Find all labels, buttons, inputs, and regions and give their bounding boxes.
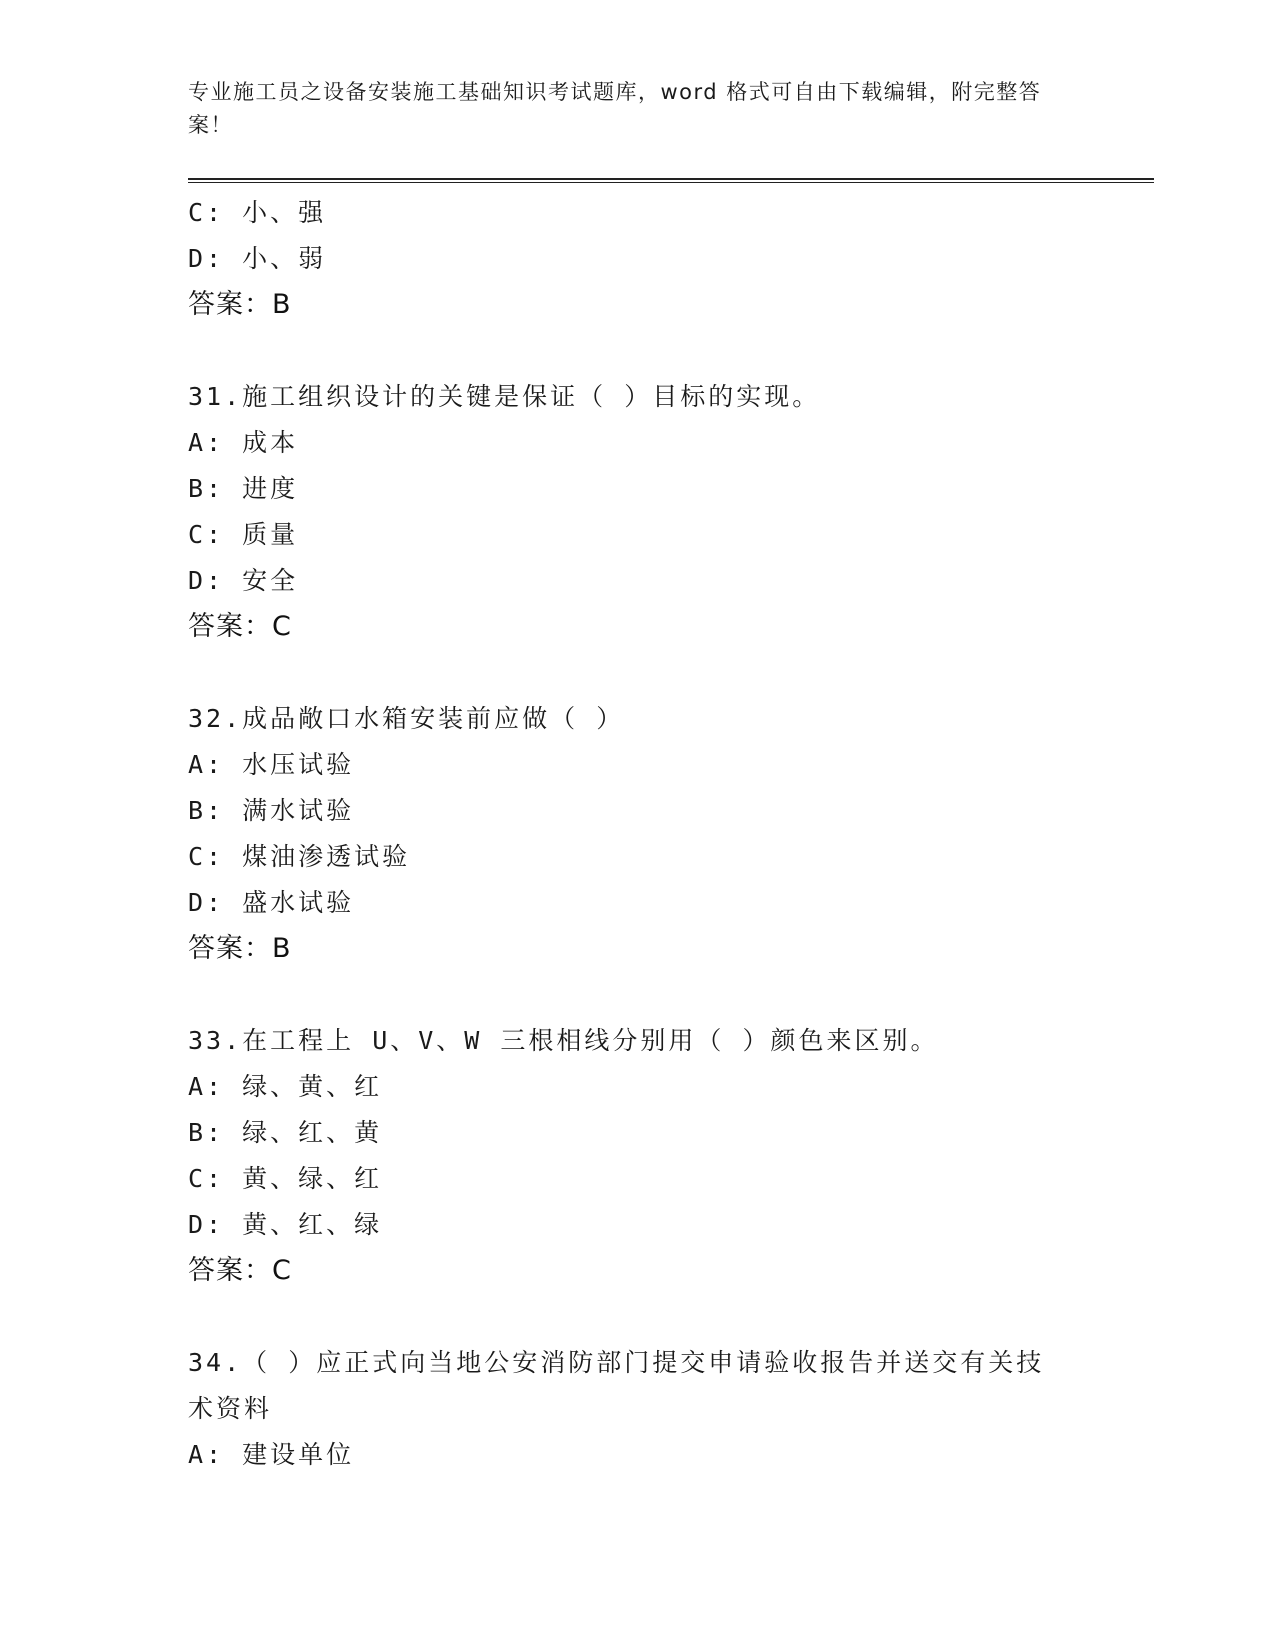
option-a — [188, 742, 1088, 788]
answer-line: 答案：C — [188, 611, 292, 642]
option-d — [188, 1202, 1088, 1248]
option-label: A: — [188, 1072, 225, 1101]
question-33 — [188, 1018, 1088, 1294]
question-stem-line-1: 34.（ ）应正式向当地公安消防部门提交申请验收报告并送交有关技 — [188, 1348, 1045, 1377]
question-34 — [188, 1340, 1088, 1478]
option-label: C: — [188, 198, 225, 227]
option-d — [188, 558, 1088, 604]
option-label: C: — [188, 842, 225, 871]
option-text: 满水试验 — [242, 796, 355, 825]
option-c — [188, 512, 1088, 558]
option-c — [188, 834, 1088, 880]
option-label: D: — [188, 244, 225, 273]
answer-line: 答案：B — [188, 933, 292, 964]
answer-line: 答案：C — [188, 1255, 292, 1286]
option-c — [188, 1156, 1088, 1202]
question-32 — [188, 696, 1088, 972]
option-text: 小、强 — [242, 198, 327, 227]
document-header: 专业施工员之设备安装施工基础知识考试题库，word 格式可自由下载编辑，附完整答案！ — [188, 80, 1042, 137]
option-c — [188, 190, 1088, 236]
option-label: D: — [188, 1210, 225, 1239]
option-label: A: — [188, 1440, 225, 1469]
option-label: C: — [188, 1164, 225, 1193]
header-divider — [188, 178, 1154, 183]
option-a — [188, 420, 1088, 466]
question-stem: 33.在工程上 U、V、W 三根相线分别用（ ）颜色来区别。 — [188, 1026, 939, 1055]
option-text: 黄、红、绿 — [242, 1210, 383, 1239]
option-label: C: — [188, 520, 225, 549]
option-text: 建设单位 — [242, 1440, 355, 1469]
option-label: B: — [188, 796, 225, 825]
option-label: D: — [188, 888, 225, 917]
option-a — [188, 1064, 1088, 1110]
option-text: 水压试验 — [242, 750, 355, 779]
option-d — [188, 880, 1088, 926]
option-text: 质量 — [242, 520, 299, 549]
option-text: 成本 — [242, 428, 299, 457]
option-text: 安全 — [242, 566, 299, 595]
option-label: B: — [188, 1118, 225, 1147]
option-text: 绿、红、黄 — [242, 1118, 383, 1147]
question-stem: 32.成品敞口水箱安装前应做（ ） — [188, 704, 625, 733]
document-body — [188, 190, 1088, 1478]
option-text: 盛水试验 — [242, 888, 355, 917]
option-a — [188, 1432, 1088, 1478]
question-fragment — [188, 190, 1088, 328]
question-stem: 31.施工组织设计的关键是保证（ ）目标的实现。 — [188, 382, 821, 411]
option-b — [188, 1110, 1088, 1156]
answer-line: 答案：B — [188, 289, 292, 320]
option-label: A: — [188, 750, 225, 779]
option-text: 黄、绿、红 — [242, 1164, 383, 1193]
option-b — [188, 788, 1088, 834]
option-label: A: — [188, 428, 225, 457]
option-label: B: — [188, 474, 225, 503]
option-text: 小、弱 — [242, 244, 327, 273]
option-text: 煤油渗透试验 — [242, 842, 411, 871]
question-31 — [188, 374, 1088, 650]
option-text: 进度 — [242, 474, 299, 503]
option-text: 绿、黄、红 — [242, 1072, 383, 1101]
option-label: D: — [188, 566, 225, 595]
option-d — [188, 236, 1088, 282]
option-b — [188, 466, 1088, 512]
question-stem-line-2: 术资料 — [188, 1394, 273, 1423]
